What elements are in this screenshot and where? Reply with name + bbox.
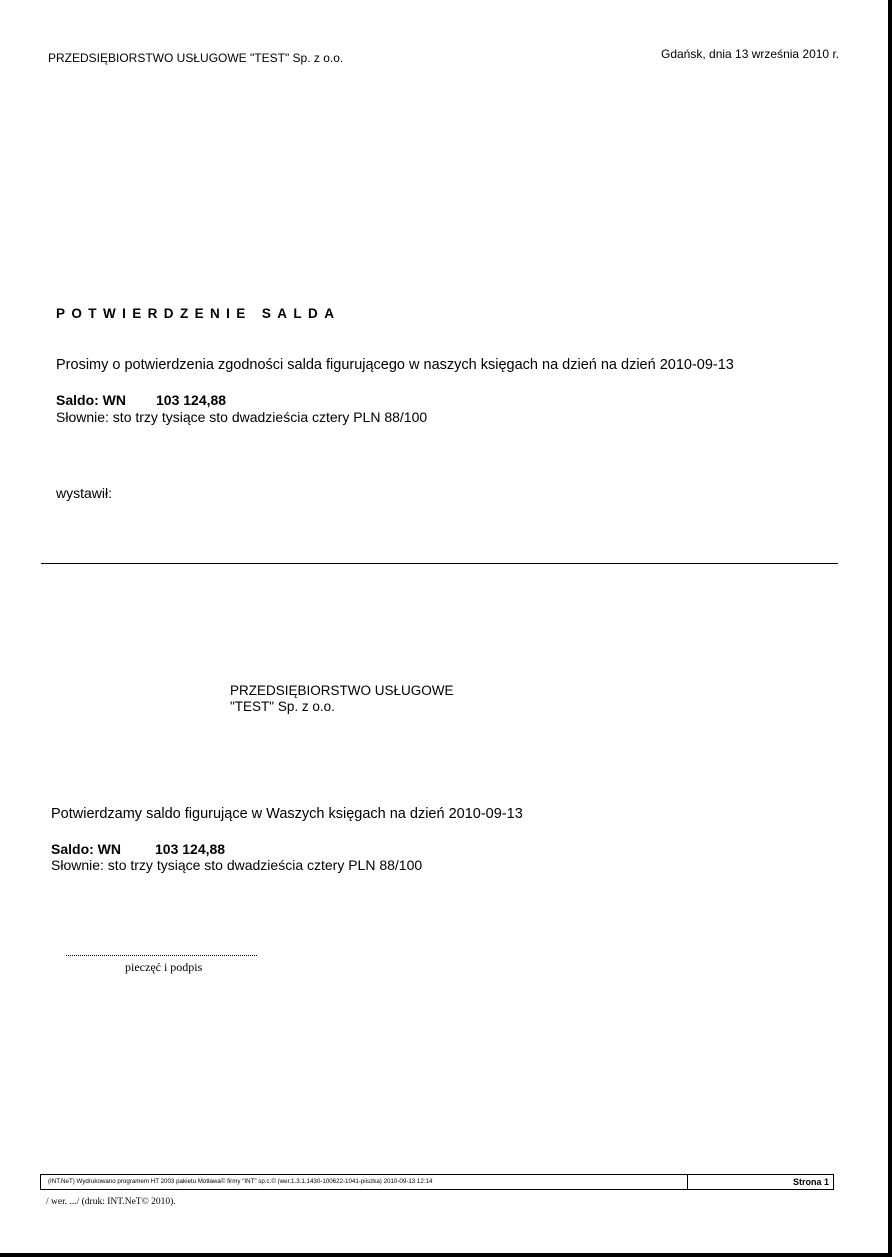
issued-by-label: wystawił: — [56, 485, 113, 501]
request-text: Prosimy o potwierdzenia zgodności salda figurującego w naszych księgach na dzień na dzień 2010-09-13 — [56, 357, 734, 373]
document-date: Gdańsk, dnia 13 września 2010 r. — [661, 47, 840, 61]
page-border-right — [888, 0, 892, 1257]
amount-in-words-lower: Słownie: sto trzy tysiące sto dwadzieścia cztery PLN 88/100 — [51, 857, 423, 873]
signature-line — [66, 955, 257, 956]
recipient-company-line2: "TEST" Sp. z o.o. — [230, 699, 335, 714]
amount-in-words-upper: Słownie: sto trzy tysiące sto dwadzieścia cztery PLN 88/100 — [56, 409, 428, 425]
section-divider — [41, 563, 838, 564]
saldo-row-upper — [56, 392, 356, 410]
print-note: / wer. .../ (druk: INT.NeT© 2010). — [46, 1197, 176, 1207]
document-title: POTWIERDZENIE SALDA — [56, 306, 341, 321]
saldo-label: Saldo: WN — [51, 841, 121, 857]
page-border-bottom — [0, 1253, 892, 1257]
company-header: PRZEDSIĘBIORSTWO USŁUGOWE "TEST" Sp. z o.o. — [48, 51, 344, 65]
saldo-amount: 103 124,88 — [155, 841, 226, 857]
signature-label: pieczęć i podpis — [125, 960, 203, 974]
confirm-text: Potwierdzamy saldo figurujące w Waszych księgach na dzień 2010-09-13 — [51, 806, 523, 822]
program-info: (INT.NeT) Wydrukowano programem HT 2003 pakietu Motława© firmy "INT" sp.c.© (wer.1.3.1.1430-100622-1041-piiszka) 2010-09-13 12:14 — [41, 1175, 688, 1189]
print-footer — [40, 1174, 834, 1190]
recipient-company — [230, 683, 454, 715]
saldo-label: Saldo: WN — [56, 392, 126, 408]
page-number: Strona 1 — [792, 1177, 829, 1187]
recipient-company-line1: PRZEDSIĘBIORSTWO USŁUGOWE — [230, 683, 454, 698]
saldo-amount: 103 124,88 — [156, 392, 227, 408]
